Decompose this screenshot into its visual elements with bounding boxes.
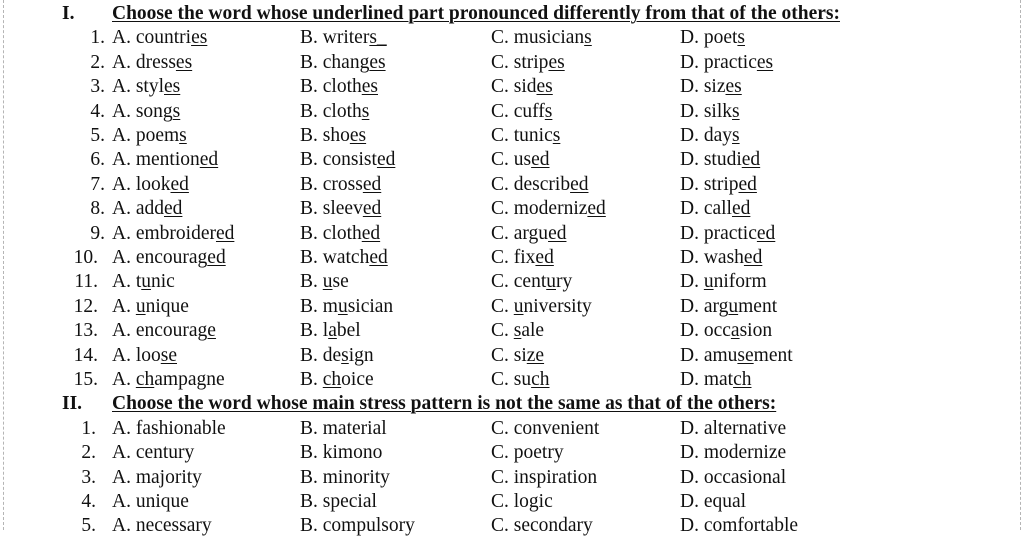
option-d xyxy=(680,368,751,392)
question-number: 4. xyxy=(81,491,96,512)
option-text: B. cloth xyxy=(300,222,362,244)
option-d xyxy=(680,75,742,99)
question-row xyxy=(0,173,1024,197)
option-b xyxy=(300,368,374,392)
underlined-part: es xyxy=(349,125,367,146)
option-text: D. practic xyxy=(680,51,757,73)
option-text: C. convenient xyxy=(491,417,600,439)
option-text: B. sleev xyxy=(300,198,363,220)
question-row xyxy=(0,368,1024,392)
option-b xyxy=(300,514,415,538)
option-text-rest: sion xyxy=(739,320,773,342)
option-text: D. wash xyxy=(680,247,744,268)
underlined-part: a xyxy=(730,320,740,342)
option-text: A. fashionable xyxy=(112,417,226,439)
option-a xyxy=(112,222,234,246)
option-c xyxy=(491,441,564,465)
option-c xyxy=(491,148,550,172)
question-number: 14. xyxy=(73,344,98,366)
underlined-part: es xyxy=(369,51,386,73)
option-a xyxy=(112,270,175,294)
option-text: C. strip xyxy=(491,51,549,73)
section-instruction: Choose the word whose underlined part pronounced differently from that of the others: xyxy=(112,3,840,24)
question-row xyxy=(0,490,1024,514)
option-c xyxy=(491,490,553,514)
option-b xyxy=(300,417,387,441)
option-a xyxy=(112,368,225,392)
option-text: B. cross xyxy=(300,173,363,195)
underlined-part: ge xyxy=(197,320,216,342)
option-text: A. unique xyxy=(112,491,189,512)
underlined-part: es xyxy=(725,76,742,98)
underlined-part: es xyxy=(164,76,181,98)
option-text: C. us xyxy=(491,149,532,171)
underlined-part: ed xyxy=(548,222,567,244)
option-text: C. cuff xyxy=(491,100,545,122)
option-text: A. dress xyxy=(112,51,176,73)
option-d xyxy=(680,319,772,343)
underlined-part: ed xyxy=(741,149,761,171)
option-text: D. practic xyxy=(680,222,757,244)
underlined-part: es xyxy=(361,76,378,98)
option-text-rest: ment xyxy=(753,344,793,366)
option-b xyxy=(300,319,361,343)
option-b xyxy=(300,441,382,465)
underlined-part: ed xyxy=(376,149,396,171)
question-row xyxy=(0,197,1024,221)
question-row xyxy=(0,270,1024,294)
option-d xyxy=(680,490,746,514)
underlined-part: s xyxy=(732,100,740,122)
option-text-rest: nique xyxy=(145,295,189,317)
option-text: D. siz xyxy=(680,76,726,98)
option-text: D. xyxy=(680,271,704,293)
option-c xyxy=(491,26,592,50)
option-text: C. musician xyxy=(491,27,585,49)
underlined-part: ch xyxy=(135,369,155,390)
option-a xyxy=(112,124,187,148)
option-d xyxy=(680,222,775,246)
option-a xyxy=(112,319,216,343)
underlined-part: u xyxy=(728,295,739,317)
underlined-part: se xyxy=(737,344,754,366)
option-d xyxy=(680,295,777,319)
underlined-part: es xyxy=(756,51,774,73)
section-instruction: Choose the word whose main stress pattern is not the same as that of the others: xyxy=(112,393,777,415)
underlined-part: u xyxy=(546,271,556,293)
option-b xyxy=(300,246,388,270)
option-c xyxy=(491,75,553,99)
question-number: 10. xyxy=(73,247,98,268)
option-c xyxy=(491,514,593,538)
underlined-part: u xyxy=(322,271,333,293)
question-number: 12. xyxy=(73,295,98,317)
underlined-part: es xyxy=(548,51,565,73)
underlined-part: ed xyxy=(361,222,381,244)
option-text: D. poet xyxy=(680,27,738,49)
option-d xyxy=(680,441,786,465)
underlined-part: s xyxy=(513,320,522,342)
question-number: 2. xyxy=(90,51,105,73)
option-text: B. material xyxy=(300,417,387,439)
question-row xyxy=(0,75,1024,99)
question-number: 6. xyxy=(90,149,105,171)
option-c xyxy=(491,173,588,197)
option-a xyxy=(112,441,194,465)
option-text: C. si xyxy=(491,344,527,366)
option-text-rest: oice xyxy=(341,369,374,390)
underlined-part: ch xyxy=(531,369,550,390)
option-b xyxy=(300,295,393,319)
option-c xyxy=(491,295,592,319)
option-text-rest: se xyxy=(332,271,349,293)
underlined-part: ed xyxy=(362,173,382,195)
question-row xyxy=(0,222,1024,246)
option-text: A. t xyxy=(112,271,142,293)
option-a xyxy=(112,197,182,221)
option-text: A. add xyxy=(112,198,164,220)
option-d xyxy=(680,344,793,368)
underlined-part: ed xyxy=(738,173,757,195)
underlined-part: s xyxy=(584,27,592,49)
option-d xyxy=(680,270,767,294)
option-b xyxy=(300,148,395,172)
question-row xyxy=(0,100,1024,124)
underlined-part: ed xyxy=(531,149,550,171)
option-text: B. kimono xyxy=(300,442,383,464)
option-c xyxy=(491,124,560,148)
section-number: I. xyxy=(62,3,75,24)
option-text: B. chang xyxy=(300,51,370,73)
option-c xyxy=(491,51,565,75)
option-text: A. encoura xyxy=(112,320,198,342)
question-number: 1. xyxy=(81,417,96,439)
option-text-rest: niform xyxy=(713,271,767,293)
question-number: 11. xyxy=(74,271,98,293)
option-text: D. occasional xyxy=(680,466,787,488)
option-text: D. comfortable xyxy=(680,515,799,537)
section-heading xyxy=(0,392,1024,416)
option-text: B. sho xyxy=(300,125,350,146)
option-text: C. inspiration xyxy=(491,466,598,488)
underlined-part: ed xyxy=(199,149,219,171)
option-text-rest: bel xyxy=(336,320,361,342)
option-text: D. amu xyxy=(680,344,738,366)
option-text: A. xyxy=(112,295,136,317)
option-text: B. consist xyxy=(300,149,377,171)
option-a xyxy=(112,51,192,75)
option-text: D. silk xyxy=(680,100,733,122)
underlined-part: s_ xyxy=(369,27,387,49)
option-text: A. mention xyxy=(112,149,200,171)
option-text-rest: ment xyxy=(738,295,778,317)
option-c xyxy=(491,368,550,392)
option-d xyxy=(680,417,786,441)
option-text-rest: niversity xyxy=(523,295,592,317)
option-text: D. equal xyxy=(680,491,747,512)
question-number: 4. xyxy=(90,100,105,122)
option-a xyxy=(112,490,189,514)
option-text-rest: ampagne xyxy=(154,369,225,390)
option-d xyxy=(680,26,745,50)
question-row xyxy=(0,148,1024,172)
option-d xyxy=(680,514,798,538)
option-b xyxy=(300,100,369,124)
option-text-rest: ry xyxy=(555,271,573,293)
underlined-part: ed xyxy=(207,247,226,268)
question-number: 13. xyxy=(73,320,98,342)
question-row xyxy=(0,124,1024,148)
option-c xyxy=(491,197,606,221)
underlined-part: ed xyxy=(369,247,388,268)
question-number: 3. xyxy=(81,466,96,488)
option-text: A. song xyxy=(112,100,173,122)
option-text: A. embroider xyxy=(112,222,216,244)
option-a xyxy=(112,75,180,99)
option-b xyxy=(300,173,381,197)
question-number: 5. xyxy=(90,125,105,146)
underlined-part: s xyxy=(732,125,740,146)
question-number: 1. xyxy=(90,27,105,49)
option-c xyxy=(491,100,552,124)
option-text: D. day xyxy=(680,125,732,146)
underlined-part: a xyxy=(328,320,337,342)
underlined-part: ed xyxy=(743,247,763,268)
underlined-part: ed xyxy=(570,173,589,195)
option-d xyxy=(680,466,786,490)
option-d xyxy=(680,100,740,124)
underlined-part: s xyxy=(341,344,349,366)
option-text: C. su xyxy=(491,369,532,390)
option-b xyxy=(300,222,380,246)
option-text: C. poetry xyxy=(491,442,564,464)
underlined-part: ch xyxy=(733,369,752,390)
option-text: A. century xyxy=(112,442,195,464)
option-text: D. studi xyxy=(680,149,742,171)
question-row xyxy=(0,441,1024,465)
option-text: C. xyxy=(491,295,514,317)
option-c xyxy=(491,246,554,270)
option-text: A. countri xyxy=(112,27,192,49)
option-text: A. look xyxy=(112,173,171,195)
question-number: 5. xyxy=(81,515,96,537)
option-text-rest: sician xyxy=(347,295,394,317)
option-text: B. l xyxy=(300,320,329,342)
option-text: B. watch xyxy=(300,247,370,268)
option-text: C. secondary xyxy=(491,515,593,537)
underlined-part: s xyxy=(737,27,745,49)
option-text: D. strip xyxy=(680,173,739,195)
question-number: 9. xyxy=(90,222,105,244)
section-heading xyxy=(0,2,1024,26)
option-text: C. cent xyxy=(491,271,547,293)
option-c xyxy=(491,344,544,368)
option-a xyxy=(112,148,218,172)
question-row xyxy=(0,514,1024,538)
question-row xyxy=(0,417,1024,441)
option-a xyxy=(112,417,226,441)
option-text-rest: ale xyxy=(521,320,545,342)
underlined-part: u xyxy=(141,271,151,293)
section-number: II. xyxy=(62,393,83,415)
underlined-part: u xyxy=(337,295,348,317)
option-text: A. necessary xyxy=(112,515,212,537)
underlined-part: ed xyxy=(587,198,606,220)
question-row xyxy=(0,51,1024,75)
underlined-part: es xyxy=(536,76,553,98)
option-text: C. logic xyxy=(491,491,553,512)
option-a xyxy=(112,100,180,124)
underlined-part: ed xyxy=(756,222,776,244)
option-text: B. xyxy=(300,271,323,293)
option-text: C. tunic xyxy=(491,125,553,146)
option-text: A. poem xyxy=(112,125,180,146)
option-text: B. xyxy=(300,369,323,390)
question-row xyxy=(0,319,1024,343)
option-text: A. majority xyxy=(112,466,202,488)
underlined-part: s xyxy=(172,100,181,122)
question-number: 8. xyxy=(90,198,105,220)
option-text: D. modernize xyxy=(680,442,787,464)
option-b xyxy=(300,51,386,75)
option-text: B. cloth xyxy=(300,100,362,122)
option-b xyxy=(300,75,378,99)
option-text: C. xyxy=(491,320,514,342)
underlined-part: ed xyxy=(215,222,235,244)
underlined-part: ed xyxy=(731,198,751,220)
question-number: 15. xyxy=(73,369,98,390)
underlined-part: ed xyxy=(362,198,382,220)
option-a xyxy=(112,344,177,368)
question-row xyxy=(0,466,1024,490)
option-d xyxy=(680,197,750,221)
option-text-rest: nic xyxy=(151,271,175,293)
underlined-part: ed xyxy=(170,173,189,195)
option-text: B. m xyxy=(300,295,338,317)
option-d xyxy=(680,148,760,172)
question-number: 2. xyxy=(81,442,96,464)
option-text: B. minority xyxy=(300,466,390,488)
underlined-part: u xyxy=(703,271,714,293)
underlined-part: u xyxy=(513,295,524,317)
option-c xyxy=(491,466,597,490)
option-b xyxy=(300,197,381,221)
underlined-part: u xyxy=(135,295,146,317)
option-text: D. arg xyxy=(680,295,729,317)
option-text: A. xyxy=(112,369,136,390)
question-row xyxy=(0,26,1024,50)
underlined-part: s xyxy=(552,125,561,146)
underlined-part: ed xyxy=(535,247,554,268)
option-a xyxy=(112,173,189,197)
underlined-part: s xyxy=(361,100,370,122)
option-b xyxy=(300,344,374,368)
question-number: 7. xyxy=(90,173,105,195)
underlined-part: se xyxy=(160,344,177,366)
option-text: B. cloth xyxy=(300,76,362,98)
underlined-part: ch xyxy=(322,369,342,390)
option-a xyxy=(112,246,226,270)
option-a xyxy=(112,514,212,538)
option-text: A. encourag xyxy=(112,247,208,268)
option-a xyxy=(112,295,189,319)
option-a xyxy=(112,466,202,490)
option-c xyxy=(491,270,572,294)
question-row xyxy=(0,246,1024,270)
option-text: C. moderniz xyxy=(491,198,588,220)
option-c xyxy=(491,222,566,246)
option-text: B. de xyxy=(300,344,342,366)
option-b xyxy=(300,490,377,514)
option-text: B. compulsory xyxy=(300,515,415,537)
question-row xyxy=(0,344,1024,368)
underlined-part: es xyxy=(175,51,193,73)
question-number: 3. xyxy=(90,76,105,98)
option-c xyxy=(491,417,599,441)
option-text: A. loo xyxy=(112,344,161,366)
option-text: B. special xyxy=(300,491,377,512)
option-text: D. mat xyxy=(680,369,734,390)
option-b xyxy=(300,26,387,50)
option-text: D. alternative xyxy=(680,417,787,439)
option-d xyxy=(680,246,762,270)
option-text: C. fix xyxy=(491,247,536,268)
option-text-rest: ign xyxy=(348,344,374,366)
option-text: D. call xyxy=(680,198,732,220)
underlined-part: ze xyxy=(526,344,545,366)
option-b xyxy=(300,124,366,148)
option-text: C. argu xyxy=(491,222,549,244)
question-row xyxy=(0,295,1024,319)
option-text: A. styl xyxy=(112,76,165,98)
option-text: B. writer xyxy=(300,27,370,49)
option-d xyxy=(680,51,773,75)
underlined-part: es xyxy=(191,27,208,49)
option-d xyxy=(680,173,757,197)
underlined-part: ed xyxy=(164,198,183,220)
option-c xyxy=(491,319,544,343)
option-d xyxy=(680,124,740,148)
option-a xyxy=(112,26,207,50)
option-b xyxy=(300,270,349,294)
option-text: C. describ xyxy=(491,173,571,195)
underlined-part: s xyxy=(179,125,187,146)
option-text: C. sid xyxy=(491,76,537,98)
option-text: D. occ xyxy=(680,320,731,342)
underlined-part: s xyxy=(544,100,553,122)
option-b xyxy=(300,466,390,490)
